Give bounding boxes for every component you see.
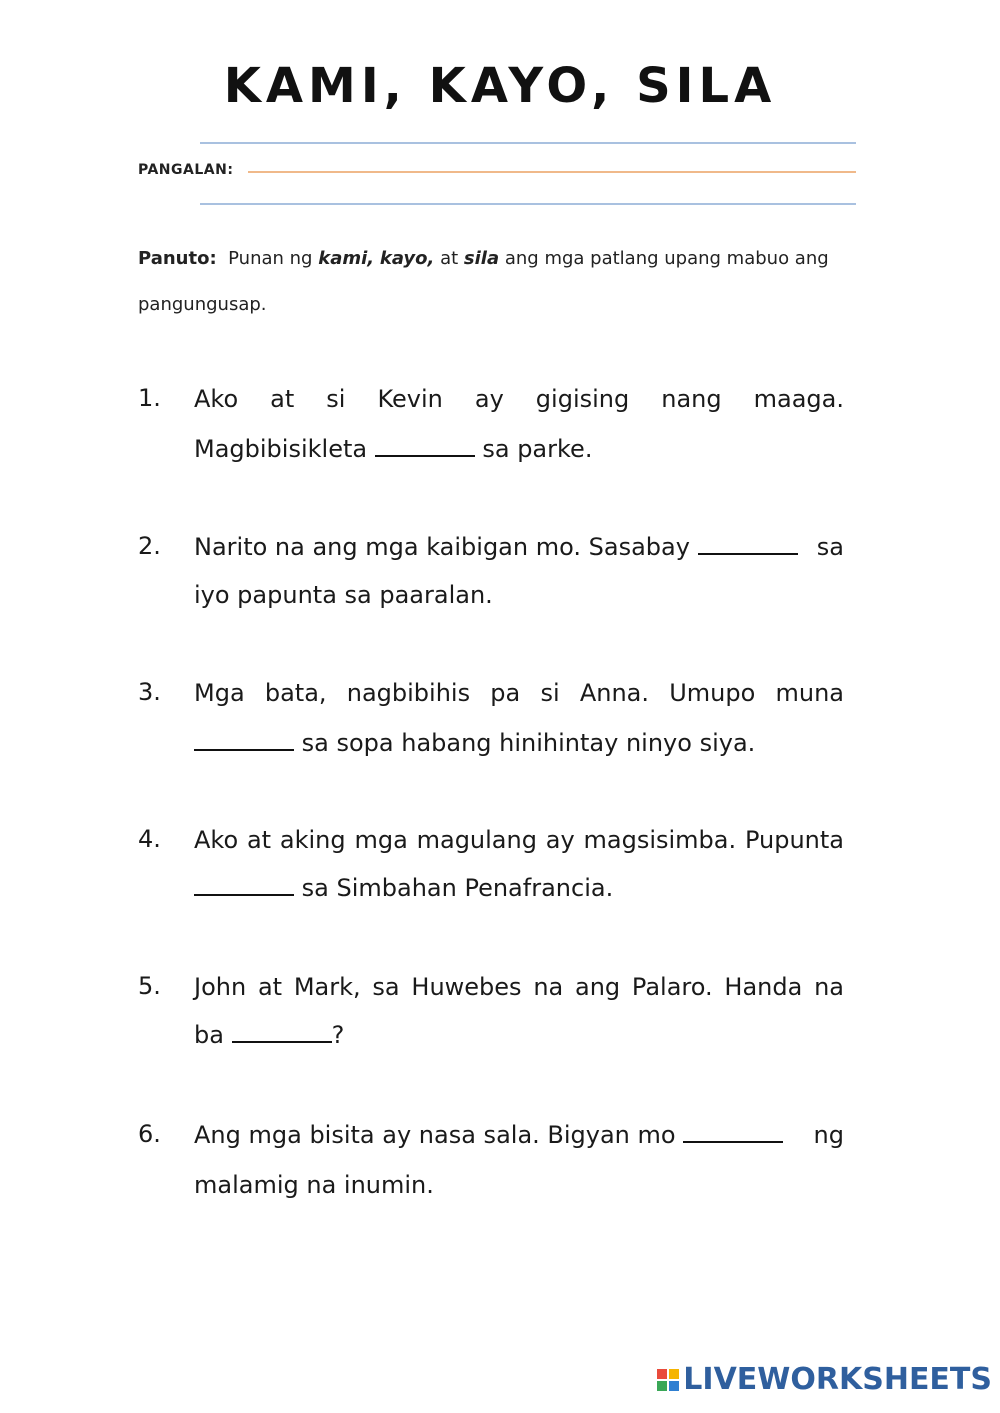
divider-line: [200, 142, 856, 144]
question-line: sa Simbahan Penafrancia.: [194, 863, 844, 913]
question-number: 5.: [138, 972, 161, 1000]
question-line: Mga bata, nagbibihis pa si Anna. Umupo muna: [194, 679, 844, 707]
liveworksheets-watermark: [657, 1362, 992, 1397]
name-field-line[interactable]: [248, 171, 856, 173]
question-number: 3.: [138, 678, 161, 706]
question-line: John at Mark, sa Huwebes na ang Palaro. Handa na: [194, 973, 844, 1001]
instructions-label: Panuto: [138, 248, 210, 269]
question-line: Ako at aking mga magulang ay magsisimba. Pupunta: [194, 826, 844, 854]
question-number: 1.: [138, 384, 161, 412]
watermark-text: LIVEWORKSHEETS: [683, 1362, 992, 1397]
question-line: ba ?: [194, 1010, 844, 1060]
question-number: 2.: [138, 532, 161, 560]
answer-blank[interactable]: [194, 725, 294, 751]
instructions: Panuto: Punan ng kami, kayo, at sila ang mga patlang upang mabuo ang pangungusap.: [138, 248, 829, 315]
divider-line: [200, 203, 856, 205]
question-line: iyo papunta sa paaralan.: [194, 581, 493, 609]
answer-blank[interactable]: [375, 431, 475, 457]
answer-blank[interactable]: [232, 1017, 332, 1043]
answer-blank[interactable]: [683, 1117, 783, 1143]
question-line: sa sopa habang hinihintay ninyo siya.: [194, 718, 844, 768]
question-line: Magbibisikleta sa parke.: [194, 424, 844, 474]
question-line: malamig na inumin.: [194, 1171, 434, 1199]
question-number: 4.: [138, 825, 161, 853]
question-line: Ang mga bisita ay nasa sala. Bigyan mo ng: [194, 1110, 844, 1160]
liveworksheets-logo-icon: [657, 1369, 679, 1391]
name-label: PANGALAN:: [138, 162, 234, 178]
question-number: 6.: [138, 1120, 161, 1148]
answer-blank[interactable]: [194, 870, 294, 896]
worksheet-title: KAMI, KAYO, SILA: [223, 58, 777, 114]
answer-blank[interactable]: [698, 529, 798, 555]
question-line: Narito na ang mga kaibigan mo. Sasabay sa: [194, 522, 844, 572]
question-line: Ako at si Kevin ay gigising nang maaga.: [194, 385, 844, 413]
